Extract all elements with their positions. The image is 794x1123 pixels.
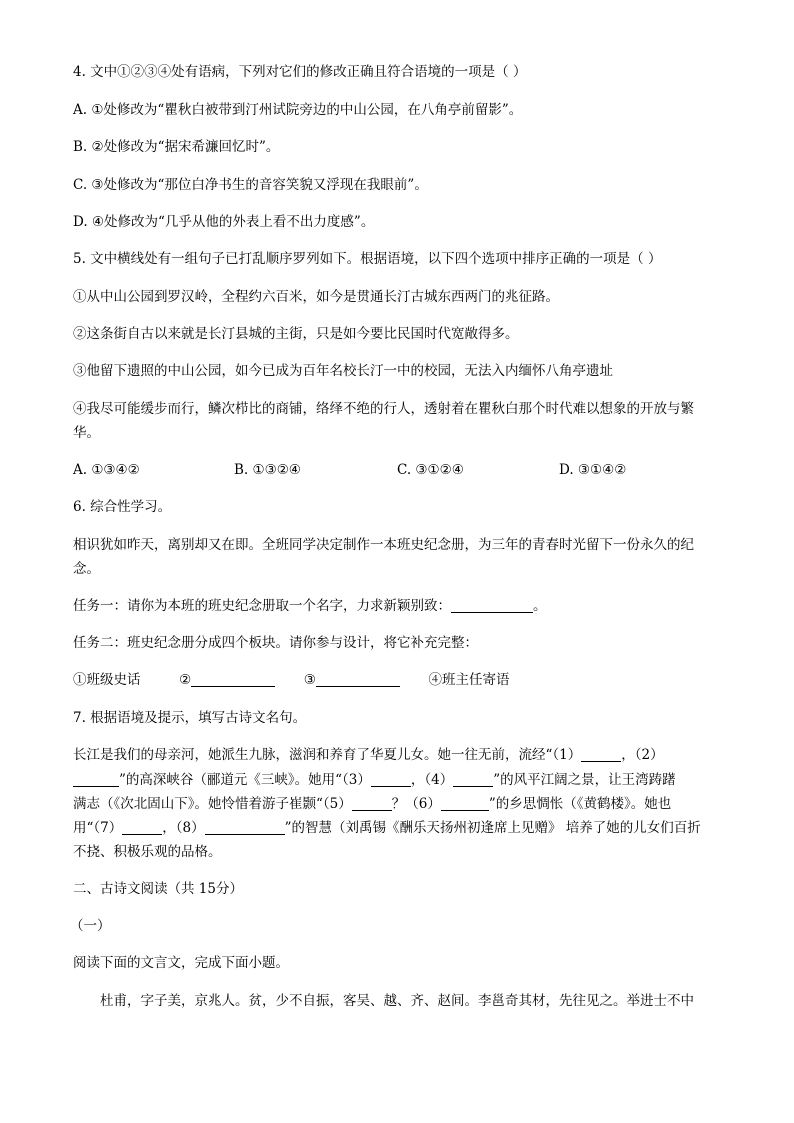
- q6-item-3: ③: [303, 672, 316, 688]
- q5-stem: 5. 文中横线处有一组句子已打乱顺序罗列如下。根据语境，以下四个选项中排序正确的一项是（ ）: [73, 251, 662, 267]
- q5-sentence-4: ④我尽可能缓步而行，鳞次栉比的商铺，络绎不绝的行人，透射着在瞿秋白那个时代难以想象的开放与繁: [73, 401, 694, 417]
- q5-option-c: C. ③①②④: [397, 462, 464, 478]
- answer-blank-item-2[interactable]: [191, 672, 275, 687]
- q6-intro-cont: 念。: [73, 561, 100, 577]
- answer-blank-item-3[interactable]: [316, 672, 400, 687]
- q4-option-b: B. ②处修改为“据宋希濂回忆时”。: [73, 139, 280, 155]
- q5-sentence-3: ③他留下遗照的中山公园，如今已成为百年名校长汀一中的校园，无法入内缅怀八角亭遗址: [73, 363, 613, 379]
- answer-blank-6[interactable]: [441, 796, 489, 811]
- q5-sentence-1: ①从中山公园到罗汉岭，全程约六百米，如今是贯通长汀古城东西两门的兆征路。: [73, 289, 559, 305]
- section-2-subheading: （一）: [70, 918, 111, 934]
- answer-blank-name[interactable]: [451, 598, 533, 613]
- q6-intro: 相识犹如昨天，离别却又在即。全班同学决定制作一本班史纪念册，为三年的青春时光留下一份永久的纪: [73, 537, 694, 553]
- q6-task-1-text: 任务一：请你为本班的班史纪念册取一个名字，力求新颖别致：: [73, 598, 451, 614]
- answer-blank-4[interactable]: [453, 772, 493, 787]
- q7-line-4-text-c: ”的智慧（刘禹锡《酬乐天扬州初逢席上见赠》 培养了她的儿女们百折: [284, 820, 701, 836]
- q7-line-1-text: 长江是我们的母亲河，她派生九脉，滋润和养育了华夏儿女。她一往无前，流经“（1）: [73, 747, 582, 763]
- answer-blank-8[interactable]: [205, 820, 285, 835]
- classical-passage: 杜甫，字子美，京兆人。贫，少不自振，客吴、越、齐、赵间。李邕奇其材，先往见之。举进士不中: [100, 993, 694, 1009]
- answer-blank-3[interactable]: [371, 772, 411, 787]
- q4-option-c: C. ③处修改为“那位白净书生的音容笑貌又浮现在我眼前”。: [73, 177, 428, 193]
- q7-line-4: [73, 818, 723, 838]
- q5-option-d: D. ③①④②: [559, 462, 627, 478]
- q7-line-1-text-b: ，（2）: [621, 747, 664, 763]
- q5-sentence-4-cont: 华。: [73, 425, 100, 441]
- q7-line-2-text-c: ”的风平江阔之景，让王湾踌躇: [493, 772, 676, 788]
- q6-title: 6. 综合性学习。: [73, 499, 172, 515]
- q6-item-4: ④班主任寄语: [428, 672, 510, 688]
- q6-items: [73, 670, 723, 690]
- q7-line-3-text-c: ”的乡思惆怅（《黄鹤楼》。她也: [488, 796, 672, 812]
- q4-stem: 4. 文中①②③④处有语病，下列对它们的修改正确且符合语境的一项是（ ）: [73, 64, 527, 80]
- q6-item-2: ②: [179, 672, 192, 688]
- q7-line-5: 不挠、积极乐观的品格。: [73, 844, 222, 860]
- q6-item-1: ①班级史话: [73, 672, 141, 688]
- q7-line-4-text: 用“（7）: [73, 820, 123, 836]
- q7-line-3-text-b: ？（6）: [391, 796, 441, 812]
- q6-task-1: [73, 596, 723, 616]
- answer-blank-7[interactable]: [122, 820, 162, 835]
- q7-line-2: [73, 770, 723, 790]
- q6-task-2: 任务二：班史纪念册分成四个板块。请你参与设计，将它补充完整：: [73, 635, 478, 651]
- q7-line-2-text: ”的高深峡谷（郦道元《三峡》。她用“（3）: [119, 772, 371, 788]
- q7-line-3-text: 满志（《次北固山下》。她怜惜着游子崔颢“（5）: [73, 796, 352, 812]
- q7-line-3: [73, 794, 723, 814]
- q7-line-2-text-b: ，（4）: [410, 772, 454, 788]
- answer-blank-5[interactable]: [352, 796, 392, 811]
- section-2-heading: 二、古诗文阅读（共 15分）: [73, 881, 243, 897]
- q7-title: 7. 根据语境及提示，填写古诗文名句。: [73, 710, 307, 726]
- answer-blank-2[interactable]: [73, 772, 119, 787]
- reading-instruction: 阅读下面的文言文，完成下面小题。: [73, 955, 289, 971]
- q4-option-a: A. ①处修改为“瞿秋白被带到汀州试院旁边的中山公园，在八角亭前留影”。: [73, 102, 523, 118]
- q6-task-1-end: 。: [533, 598, 547, 614]
- q7-line-4-text-b: ，（8）: [162, 820, 205, 836]
- q4-option-d: D. ④处修改为“几乎从他的外表上看不出力度感”。: [73, 214, 375, 230]
- q5-option-a: A. ①③④②: [73, 462, 140, 478]
- answer-blank-1[interactable]: [581, 747, 621, 762]
- q5-option-b: B. ①③②④: [234, 462, 301, 478]
- q5-sentence-2: ②这条街自古以来就是长汀县城的主街，只是如今要比民国时代宽敞得多。: [73, 326, 519, 342]
- q7-line-1: [73, 745, 723, 765]
